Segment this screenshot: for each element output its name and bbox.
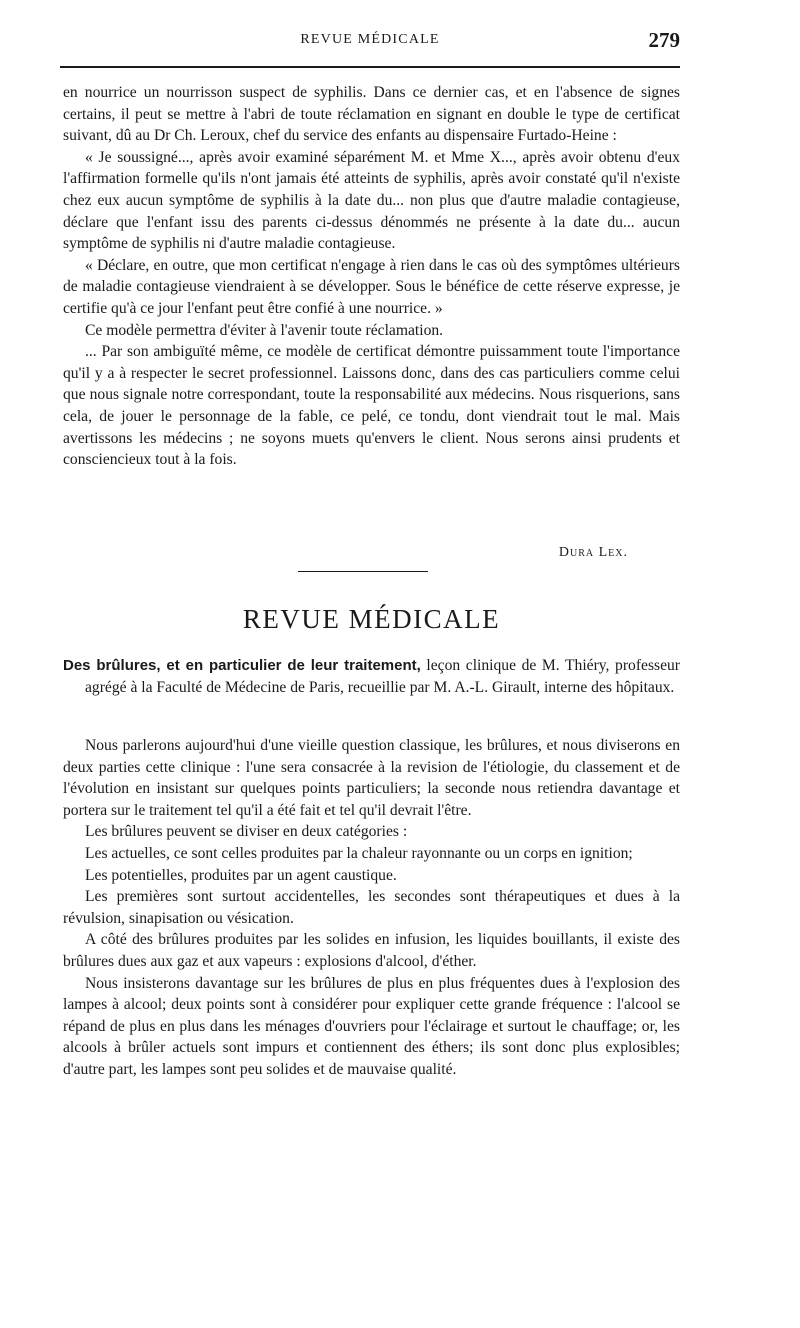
paragraph: Les premières sont surtout accidentelles, les secondes sont thérapeutiques et dues à la révulsion, sinapisation ou vésication. [63, 888, 680, 927]
paragraph: Les brûlures peuvent se diviser en deux catégories : [85, 823, 408, 841]
section-divider [298, 571, 428, 572]
running-head [60, 28, 680, 58]
letter-text-block [63, 82, 680, 471]
article-heading [63, 655, 680, 698]
paragraph: « Je soussigné..., après avoir examiné séparément M. et Mme X..., après avoir obtenu d'eux l'affirmation formelle qu'ils n'ont jamais été atteints de syphilis, après avoir constaté qu'il n'existe chez eux aucun symptôme de syphilis à la date du... non plus que d'autre maladie contagieuse, déclare que l'enfant issu des parents ci-dessus dénommés ne présente à la date du... aucun symptôme de syphilis ni d'autre maladie contagieuse. [63, 148, 680, 253]
article-body [63, 735, 680, 1081]
paragraph: « Déclare, en outre, que mon certificat n'engage à rien dans le cas où des symptômes ultérieurs de maladie contagieuse viendraient à se développer. Sous le bénéfice de cette réserve expresse, je certifie qu'à ce jour l'enfant peut être confié à une nourrice. » [63, 256, 680, 317]
paragraph: A côté des brûlures produites par les solides en infusion, les liquides bouillants, il existe des brûlures dues aux gaz et aux vapeurs : explosions d'alcool, d'éther. [63, 931, 680, 970]
header-rule [60, 66, 680, 68]
running-title: REVUE MÉDICALE [300, 32, 440, 47]
signature: Dura Lex. [558, 545, 628, 560]
paragraph: Les actuelles, ce sont celles produites par la chaleur rayonnante ou un corps en ignition; [85, 844, 633, 862]
paragraph: Nous insisterons davantage sur les brûlures de plus en plus fréquentes dues à l'explosion des lampes à alcool; deux points sont à considérer pour expliquer cette grande fréquence : l'alcool se répand de plus en plus dans les ménages d'ouvriers pour l'éclairage et surtout le chauffage; or, les alcools à brûler actuels sont impurs et contiennent des éthers; ils sont donc plus explosibles; d'autre part, les lampes sont peu solides et de mauvaise qualité. [63, 974, 680, 1078]
paragraph: Ce modèle permettra d'éviter à l'avenir toute réclamation. [85, 321, 444, 339]
page-number: 279 [648, 28, 680, 52]
paragraph: Nous parlerons aujourd'hui d'une vieille question classique, les brûlures, et nous diviserons en deux parties cette clinique : l'une sera consacrée à la revision de l'étiologie, du classement et de l'évolution en insistant sur quelques points particuliers; la seconde nous retiendra davantage et portera sur le traitement tel qu'il a été fait et tel qu'il devrait l'être. [63, 737, 680, 819]
paragraph: en nourrice un nourrisson suspect de syphilis. Dans ce dernier cas, et en l'absence de signes certains, il peut se mettre à l'abri de toute réclamation en signant en double le type de certificat suivant, dû au Dr Ch. Leroux, chef du service des enfants au dispensaire Furtado-Heine : [63, 84, 680, 145]
paragraph: Les potentielles, produites par un agent caustique. [85, 866, 397, 884]
article-title: Des brûlures, et en particulier de leur traitement, [63, 657, 421, 674]
article-byline: leçon clinique de M. Thiéry, professeur agrégé à la Faculté de Médecine de Paris, recueillie par M. A.-L. Girault, interne des hôpitaux. [85, 657, 681, 696]
section-title: REVUE MÉDICALE [242, 604, 501, 634]
paragraph: ... Par son ambiguïté même, ce modèle de certificat démontre puissamment toute l'importance qu'il y a à respecter le secret professionnel. Laissons donc, dans des cas particuliers comme celui que nous signale notre correspondant, toute la responsabilité aux médecins. Nous risquerions, sans cela, de jouer le personnage de la fable, ce pelé, ce tondu, dont viendrait tout le mal. Mais avertissons les médecins ; ne soyons muets qu'envers le client. Nous serons ainsi prudents et consciencieux tout à la fois. [63, 343, 680, 469]
